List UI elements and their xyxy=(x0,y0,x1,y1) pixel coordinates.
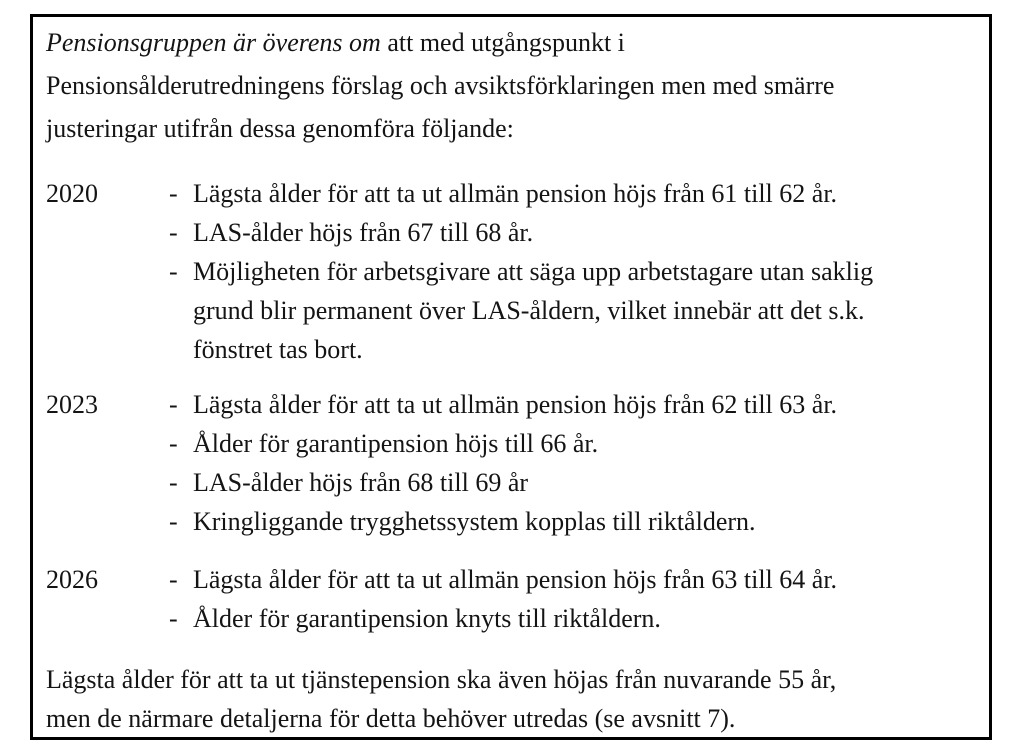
bullet-dash: - xyxy=(169,604,178,633)
list-item xyxy=(169,424,977,463)
list-item-text: LAS-ålder höjs från 67 till 68 år. xyxy=(193,218,534,247)
bullet-dash: - xyxy=(169,507,178,536)
year-label-2020: 2020 xyxy=(46,179,98,208)
bullet-spacer xyxy=(169,291,193,330)
list-item xyxy=(169,463,977,502)
closing-line-2: men de närmare detaljerna för detta behöver utredas (se avsnitt 7). xyxy=(46,704,736,733)
year-block-2020 xyxy=(46,174,977,369)
list-item xyxy=(169,213,977,252)
year-label-2023: 2023 xyxy=(46,390,98,419)
list-item-text: Lägsta ålder för att ta ut allmän pension höjs från 62 till 63 år. xyxy=(193,390,838,419)
list-item-continuation xyxy=(169,291,977,330)
list-item-text: LAS-ålder höjs från 68 till 69 år xyxy=(193,468,529,497)
bullet-dash: - xyxy=(169,257,178,286)
intro-line-2 xyxy=(46,64,977,107)
list-item-text: Möjligheten för arbetsgivare att säga upp arbetstagare utan saklig xyxy=(193,257,874,286)
list-item xyxy=(169,252,977,291)
bullet-dash: - xyxy=(169,218,178,247)
year-block-2026 xyxy=(46,560,977,638)
bullet-dash: - xyxy=(169,179,178,208)
list-item-text: Ålder för garantipension höjs till 66 år. xyxy=(193,429,599,458)
list-item xyxy=(169,174,977,213)
list-item-continuation xyxy=(169,330,977,369)
bullet-dash: - xyxy=(169,390,178,419)
agreement-text-box xyxy=(30,14,992,740)
intro-emphasis: Pensionsgruppen är överens om xyxy=(46,28,381,57)
bullet-dash: - xyxy=(169,429,178,458)
intro-paragraph xyxy=(46,21,977,150)
intro-line-1-text: att med utgångspunkt i xyxy=(380,28,625,57)
bullet-dash: - xyxy=(169,468,178,497)
year-2026-items xyxy=(169,560,977,638)
list-item xyxy=(169,599,977,638)
list-item-text: fönstret tas bort. xyxy=(193,335,363,364)
list-item xyxy=(169,385,977,424)
list-item-text: Kringliggande trygghetssystem kopplas till riktåldern. xyxy=(193,507,756,536)
list-item-text: Lägsta ålder för att ta ut allmän pension höjs från 61 till 62 år. xyxy=(193,179,838,208)
intro-line-2-text: Pensionsålderutredningens förslag och avsiktsförklaringen men med smärre xyxy=(46,71,835,100)
year-2023-items xyxy=(169,385,977,541)
bullet-dash: - xyxy=(169,565,178,594)
intro-line-3 xyxy=(46,107,977,150)
list-item-text: Ålder för garantipension knyts till riktåldern. xyxy=(193,604,661,633)
closing-paragraph xyxy=(46,660,977,738)
list-item xyxy=(169,502,977,541)
list-item-text: Lägsta ålder för att ta ut allmän pension höjs från 63 till 64 år. xyxy=(193,565,838,594)
year-label-2026: 2026 xyxy=(46,565,98,594)
year-2020-items xyxy=(169,174,977,369)
intro-line-3-text: justeringar utifrån dessa genomföra följande: xyxy=(46,114,514,143)
list-item-text: grund blir permanent över LAS-åldern, vilket innebär att det s.k. xyxy=(193,296,865,325)
intro-line-1 xyxy=(46,21,977,64)
list-item xyxy=(169,560,977,599)
closing-line-1: Lägsta ålder för att ta ut tjänstepension ska även höjas från nuvarande 55 år, xyxy=(46,665,837,694)
year-block-2023 xyxy=(46,385,977,541)
bullet-spacer xyxy=(169,330,193,369)
